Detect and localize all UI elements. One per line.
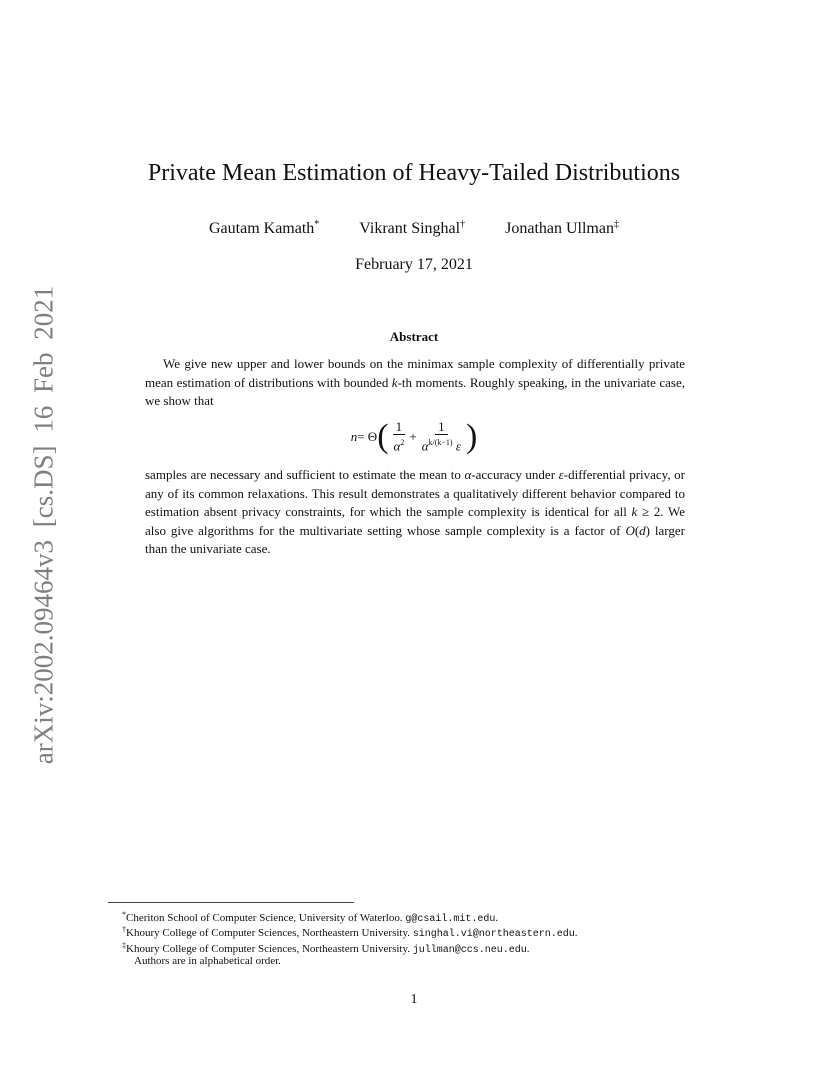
text-run: ≥ 2. We also give algorithms for the multivariate setting whose sample complexity is a factor of (145, 504, 685, 538)
footnote-mark: † (122, 925, 126, 934)
author-name: Vikrant Singhal (359, 220, 461, 237)
text-run: We give new upper and lower bounds on the minimax sample complexity of differentially private mean estimation of distributions with bounded (145, 356, 685, 390)
fraction-2 (420, 419, 463, 454)
author-mark: † (460, 219, 466, 230)
author-mark: ‡ (613, 219, 619, 230)
footnote-end: . (526, 943, 530, 955)
author-3 (505, 219, 619, 238)
exponent: 2 (400, 438, 405, 447)
formula-lhs: n (350, 428, 358, 444)
fraction-2-denominator (420, 435, 463, 454)
text-run: samples are necessary and sufficient to estimate the mean to (145, 467, 465, 482)
footnote-text: Cheriton School of Computer Science, University of Waterloo. (126, 912, 406, 924)
footnote-text: Khoury College of Computer Sciences, Northeastern University. (126, 927, 413, 939)
text-run: ( (634, 522, 640, 538)
publication-date: February 17, 2021 (355, 256, 473, 273)
footnote-email: jullman@ccs.neu.edu (412, 945, 527, 956)
abstract-paragraph-2 (145, 466, 685, 559)
page-number: 1 (410, 992, 418, 1007)
math-k: k (391, 374, 398, 390)
formula-eq: = Θ (357, 428, 378, 444)
main-formula (0, 419, 828, 454)
author-2 (359, 219, 465, 238)
footnote-text: Authors are in alphabetical order. (134, 955, 281, 967)
math-O: O (625, 522, 635, 538)
math-d: d (639, 522, 646, 538)
author-name: Jonathan Ullman (505, 220, 614, 237)
footnote-end: . (495, 912, 499, 924)
exponent: k/(k−1) (428, 438, 453, 447)
right-paren: ) (465, 417, 478, 455)
footnote-4 (134, 954, 734, 969)
arxiv-identifier (22, 285, 66, 765)
text-run: -differential privacy, or any of its common relaxations. This result demonstrates a qualitatively different behavior compared to estimation absent privacy constraints, for which the sample complexity is identical for all (145, 467, 686, 520)
fraction-1-denominator (392, 435, 407, 454)
author-name: Gautam Kamath (209, 220, 315, 237)
paper-title: Private Mean Estimation of Heavy-Tailed Distributions (147, 160, 681, 186)
text-run: -accuracy under (471, 467, 559, 482)
arxiv-identifier-text: arXiv:2002.09464v3 [cs.DS] 16 Feb 2021 (28, 285, 59, 765)
math-alpha: α (464, 467, 472, 482)
author-1 (209, 219, 319, 238)
fraction-1-numerator: 1 (393, 419, 406, 435)
fraction-1 (392, 419, 407, 454)
footnote-mark: * (122, 910, 126, 919)
author-mark: * (314, 219, 320, 230)
footnote-end: . (574, 927, 578, 939)
text-run: ) larger than the univariate case. (145, 522, 685, 557)
math-k: k (631, 504, 638, 520)
math-alpha: α (393, 438, 401, 454)
text-run: -th moments. Roughly speaking, in the univariate case, we show that (145, 374, 685, 409)
abstract-heading: Abstract (389, 329, 439, 344)
math-epsilon: ε (455, 438, 461, 454)
footnote-email: g@csail.mit.edu (405, 914, 496, 925)
math-alpha: α (421, 438, 429, 454)
footnote-mark: ‡ (122, 941, 126, 950)
fraction-2-numerator: 1 (435, 419, 448, 435)
footnote-text: Khoury College of Computer Sciences, Northeastern University. (126, 943, 413, 955)
abstract-paragraph-1 (145, 355, 685, 411)
formula-plus: + (409, 428, 417, 444)
footnote-email: singhal.vi@northeastern.edu (412, 929, 575, 940)
author-list (0, 219, 828, 238)
footnote-rule (108, 902, 354, 903)
math-epsilon: ε (558, 467, 564, 482)
left-paren: ( (377, 417, 389, 455)
